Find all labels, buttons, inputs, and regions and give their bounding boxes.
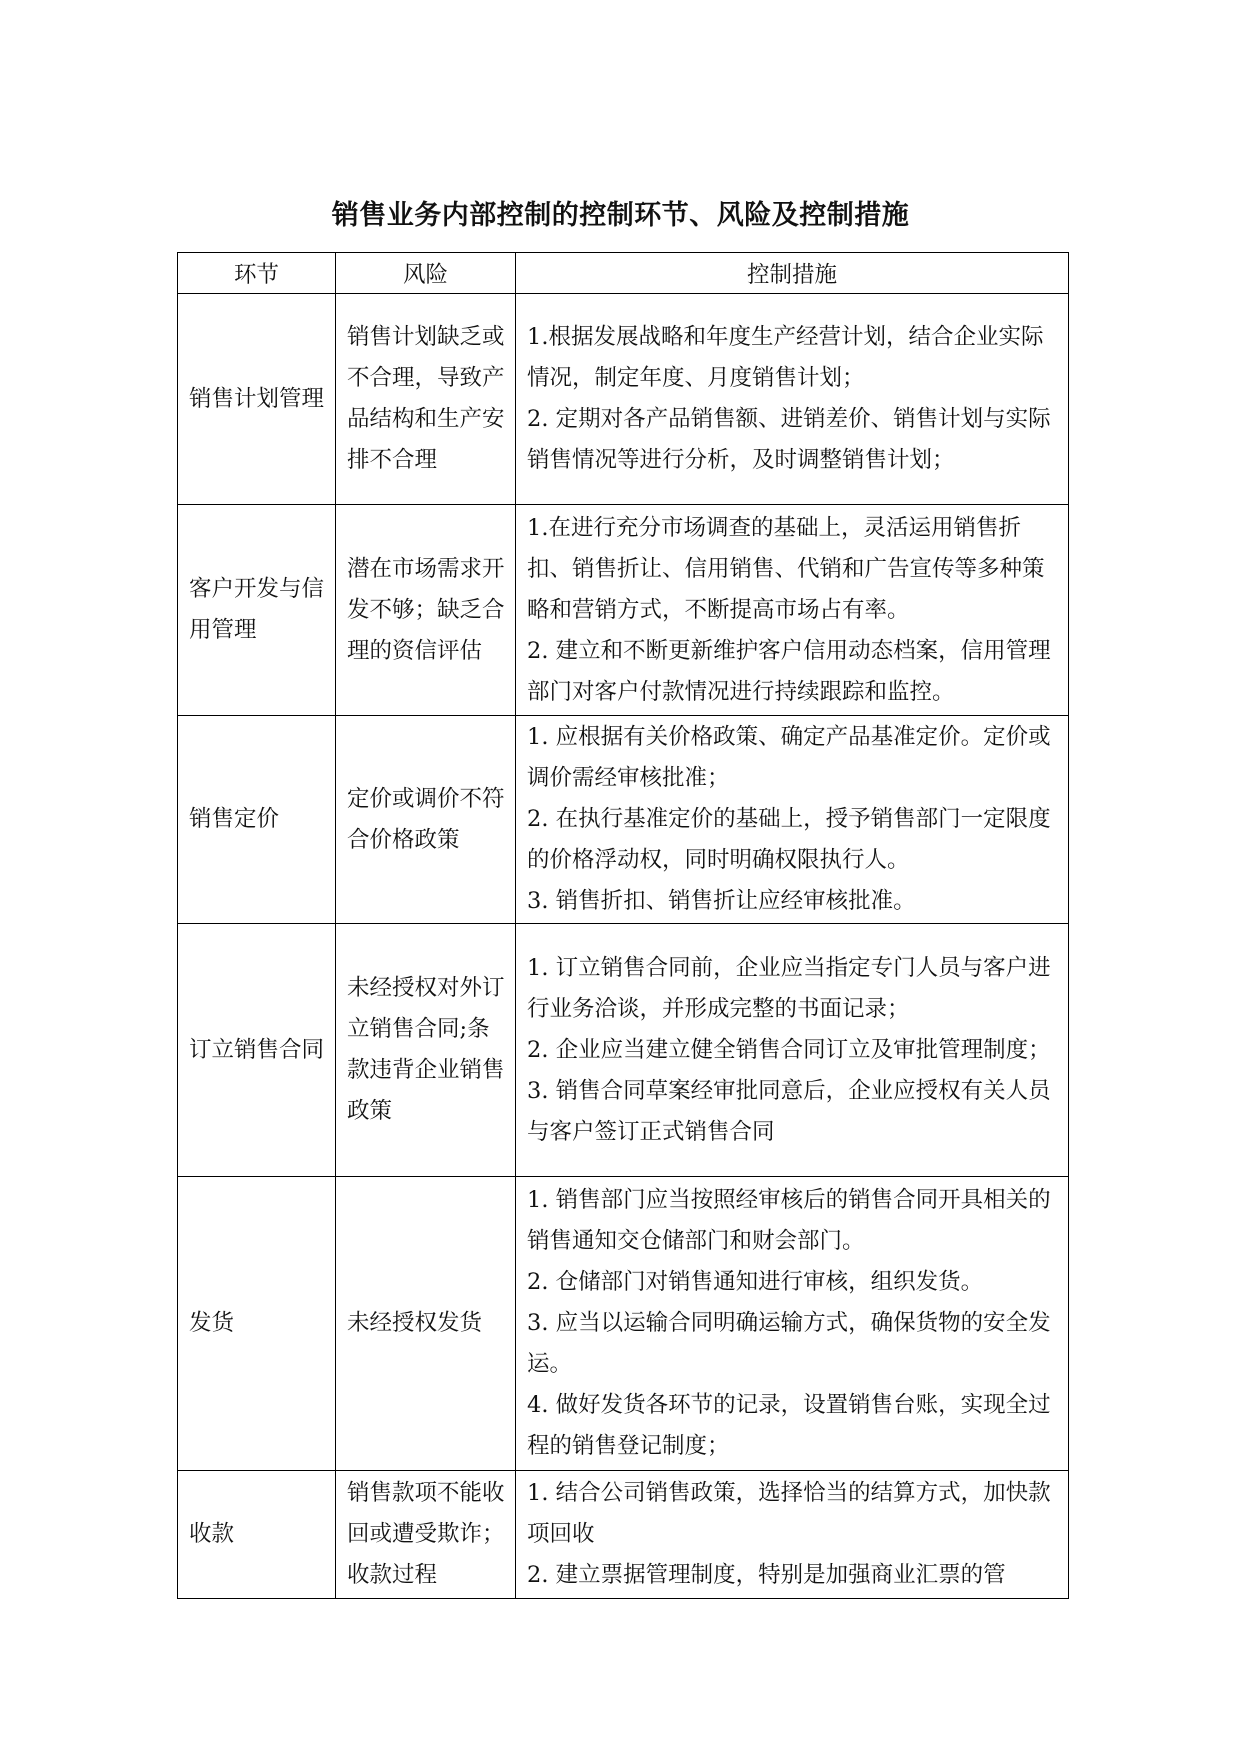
measure-item: 1.在进行充分市场调查的基础上，灵活运用销售折扣、销售折让、信用销售、代销和广告宣传等多种策略和营销方式，不断提高市场占有率。 [527,514,1045,623]
measures-cell [516,1471,1068,1596]
table-row [178,716,1069,924]
measure-item: 1. 应根据有关价格政策、确定产品基准定价。定价或调价需经审核批准； [527,724,1051,791]
measure-item: 2. 在执行基准定价的基础上，授予销售部门一定限度的价格浮动权，同时明确权限执行人。 [527,806,1051,873]
measure-item: 1.根据发展战略和年度生产经营计划，结合企业实际情况，制定年度、月度销售计划； [527,324,1044,391]
table-row [178,1471,1069,1599]
stage-cell: 收款 [189,1521,235,1547]
measures-cell [516,1180,1068,1467]
measure-item: 4. 做好发货各环节的记录，设置销售台账，实现全过程的销售登记制度； [527,1392,1051,1459]
table-row [178,294,1069,505]
measure-item: 2. 企业应当建立健全销售合同订立及审批管理制度； [527,1036,1051,1063]
measure-item: 1. 结合公司销售政策，选择恰当的结算方式，加快款项回收 [527,1480,1051,1547]
risk-cell: 销售款项不能收回或遭受欺诈；收款过程 [347,1480,505,1588]
measure-item: 3. 销售合同草案经审批同意后，企业应授权有关人员与客户签订正式销售合同 [527,1077,1051,1145]
stage-cell: 发货 [189,1310,235,1336]
measure-item: 3. 应当以运输合同明确运输方式，确保货物的安全发运。 [527,1310,1051,1377]
measure-item: 2. 定期对各产品销售额、进销差价、销售计划与实际销售情况等进行分析，及时调整销售计划； [527,406,1051,473]
measure-item: 2. 建立票据管理制度，特别是加强商业汇票的管 [527,1562,1006,1588]
stage-cell: 销售计划管理 [189,385,325,412]
control-table [177,252,1069,1599]
risk-cell: 潜在市场需求开发不够；缺乏合理的资信评估 [347,555,505,664]
stage-cell: 客户开发与信用管理 [189,576,325,643]
measures-cell [516,508,1068,713]
stage-cell: 订立销售合同 [189,1036,325,1063]
measures-cell [516,717,1068,922]
table-header-row [178,253,1069,294]
risk-cell: 未经授权对外订立销售合同;条款违背企业销售政策 [347,975,505,1124]
risk-cell: 未经授权发货 [347,1310,483,1336]
measure-item: 1. 订立销售合同前，企业应当指定专门人员与客户进行业务洽谈，并形成完整的书面记录； [527,954,1051,1022]
measure-item: 2. 建立和不断更新维护客户信用动态档案，信用管理部门对客户付款情况进行持续跟踪和监控。 [527,637,1051,705]
header-risk: 风险 [336,253,516,294]
risk-cell: 定价或调价不符合价格政策 [347,785,505,853]
measure-item: 3. 销售折扣、销售折让应经审核批准。 [527,888,916,914]
measure-item: 2. 仓储部门对销售通知进行审核，组织发货。 [527,1269,984,1295]
measures-cell [516,948,1068,1153]
table-row [178,924,1069,1177]
stage-cell: 销售定价 [189,806,280,832]
header-stage: 环节 [178,253,336,294]
risk-cell: 销售计划缺乏或不合理，导致产品结构和生产安排不合理 [347,324,505,473]
measures-cell [516,317,1068,481]
page-title: 销售业务内部控制的控制环节、风险及控制措施 [331,200,910,231]
measure-item: 1. 销售部门应当按照经审核后的销售合同开具相关的销售通知交仓储部门和财会部门。 [527,1187,1051,1254]
table-row [178,505,1069,716]
table-row [178,1177,1069,1471]
header-measures: 控制措施 [516,253,1069,294]
